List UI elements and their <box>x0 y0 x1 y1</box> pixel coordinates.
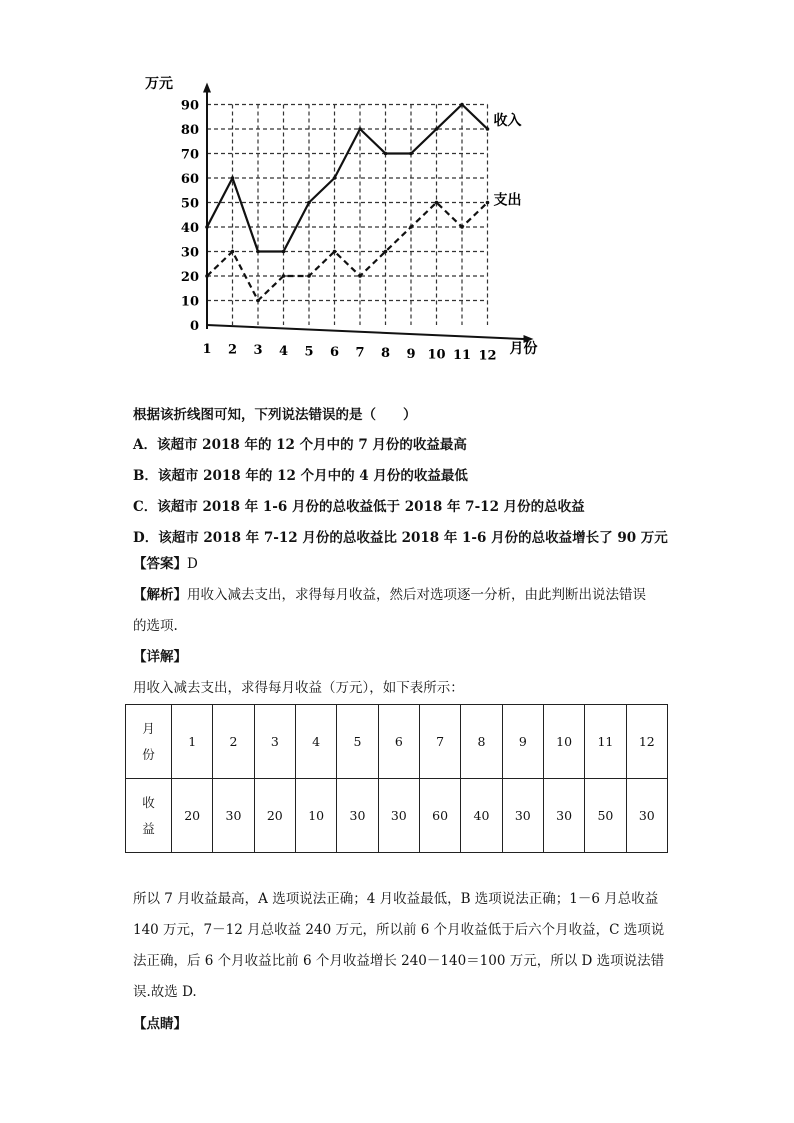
data-point <box>231 176 235 180</box>
table-row <box>126 779 668 853</box>
data-point <box>205 225 209 229</box>
answer-value: D <box>187 556 198 572</box>
data-point <box>486 201 490 205</box>
table-cell: 10 <box>543 705 584 779</box>
y-tick-label: 50 <box>180 196 199 212</box>
y-tick-label: 0 <box>189 319 199 334</box>
table-cell: 7 <box>419 705 460 779</box>
table-cell: 20 <box>254 779 295 853</box>
x-tick-labels <box>202 342 496 364</box>
conclusion-line-1: 所以 7 月收益最高，A 选项说法正确；4 月收益最低，B 选项说法正确；1－6 月总收益 <box>133 891 659 907</box>
analysis-tag: 【解析】 <box>133 587 187 603</box>
y-axis-label: 万元 <box>145 76 173 92</box>
data-point <box>307 274 311 278</box>
data-point <box>435 127 439 131</box>
table-cell: 6 <box>378 705 419 779</box>
option-c: C．该超市 2018 年 1-6 月份的总收益低于 2018 年 7-12 月份的总收益 <box>133 499 585 515</box>
chart-grid <box>207 105 488 326</box>
x-tick-label: 9 <box>406 346 416 362</box>
analysis-text-1: 用收入减去支出，求得每月收益，然后对选项逐一分析，由此判断出说法错误 <box>187 587 646 603</box>
conclusion-line-3: 法正确，后 6 个月收益比前 6 个月收益增长 240－140＝100 万元，所以 D 选项说法错 <box>133 953 665 969</box>
y-tick-label: 80 <box>180 123 199 138</box>
table-cell: 30 <box>378 779 419 853</box>
data-point <box>282 250 286 254</box>
line-chart <box>135 70 555 370</box>
y-tick-label: 10 <box>180 294 199 310</box>
x-tick-label: 7 <box>355 345 365 361</box>
data-point <box>384 152 388 156</box>
data-point <box>435 201 439 205</box>
data-point <box>358 274 362 278</box>
conclusion-line-4: 误.故选 D. <box>133 984 197 1000</box>
data-point <box>282 274 286 278</box>
y-tick-label: 60 <box>180 172 199 187</box>
option-a: A．该超市 2018 年的 12 个月中的 7 月份的收益最高 <box>133 437 467 453</box>
option-d: D．该超市 2018 年 7-12 月份的总收益比 2018 年 1-6 月份的总收益增长了 90 万元 <box>133 530 668 546</box>
table-cell: 12 <box>626 705 667 779</box>
data-point <box>409 152 413 156</box>
comment-tag: 【点睛】 <box>133 1016 187 1032</box>
x-axis <box>207 325 524 339</box>
x-tick-label: 11 <box>452 348 472 363</box>
detail-tag: 【详解】 <box>133 649 187 665</box>
data-point <box>256 250 260 254</box>
y-tick-label: 20 <box>180 270 199 285</box>
analysis-line-1 <box>133 580 646 611</box>
table-cell: 40 <box>461 779 502 853</box>
y-tick-label: 90 <box>180 98 199 114</box>
data-point <box>256 299 260 303</box>
data-point <box>231 250 235 254</box>
question-stem: 根据该折线图可知，下列说法错误的是（ ） <box>133 407 417 423</box>
table-cell: 4 <box>295 705 336 779</box>
table-cell: 10 <box>295 779 336 853</box>
x-tick-label: 10 <box>427 347 446 363</box>
x-tick-label: 5 <box>304 344 314 360</box>
table-cell: 11 <box>585 705 626 779</box>
x-axis-label: 月份 <box>509 341 538 357</box>
answer-line <box>133 549 198 580</box>
row-header-income: 收 益 <box>126 779 172 853</box>
table-cell: 60 <box>419 779 460 853</box>
row-header-month: 月 份 <box>126 705 172 779</box>
table-cell: 30 <box>213 779 254 853</box>
data-point <box>384 250 388 254</box>
y-tick-labels <box>181 99 199 335</box>
series-label: 支出 <box>493 192 522 209</box>
table-cell: 30 <box>543 779 584 853</box>
table-cell: 3 <box>254 705 295 779</box>
data-point <box>205 274 209 278</box>
table-cell: 1 <box>172 705 213 779</box>
data-point <box>409 225 413 229</box>
table-cell: 30 <box>502 779 543 853</box>
income-table <box>125 704 668 853</box>
table-cell: 2 <box>213 705 254 779</box>
detail-intro: 用收入减去支出，求得每月收益（万元），如下表所示： <box>133 680 464 696</box>
data-point <box>307 201 311 205</box>
y-tick-label: 70 <box>180 147 199 163</box>
table-cell: 20 <box>172 779 213 853</box>
chart-axes <box>203 83 534 344</box>
x-tick-label: 12 <box>478 348 497 364</box>
x-tick-label: 2 <box>227 342 238 358</box>
x-tick-label: 6 <box>329 345 340 360</box>
table-row <box>126 705 668 779</box>
answer-tag: 【答案】 <box>133 556 187 572</box>
analysis-line-2: 的选项. <box>133 618 178 634</box>
data-point <box>486 127 490 131</box>
data-point <box>333 176 337 180</box>
data-point <box>333 250 337 254</box>
x-tick-label: 3 <box>253 343 263 359</box>
table-cell: 8 <box>461 705 502 779</box>
x-tick-label: 8 <box>380 346 391 362</box>
data-point <box>460 103 464 107</box>
table-cell: 9 <box>502 705 543 779</box>
y-axis-arrow <box>203 83 211 93</box>
table-cell: 5 <box>337 705 378 779</box>
data-point <box>460 225 464 229</box>
data-point <box>358 127 362 131</box>
table-cell: 30 <box>626 779 667 853</box>
x-tick-label: 1 <box>202 342 212 357</box>
x-tick-label: 4 <box>278 343 289 359</box>
table-cell: 30 <box>337 779 378 853</box>
conclusion-line-2: 140 万元，7－12 月总收益 240 万元，所以前 6 个月收益低于后六个月收益，C 选项说 <box>133 922 665 938</box>
table-cell: 50 <box>585 779 626 853</box>
y-tick-label: 30 <box>180 245 199 261</box>
y-tick-label: 40 <box>180 221 199 236</box>
series-label: 收入 <box>493 113 522 129</box>
option-b: B．该超市 2018 年的 12 个月中的 4 月份的收益最低 <box>133 468 468 484</box>
